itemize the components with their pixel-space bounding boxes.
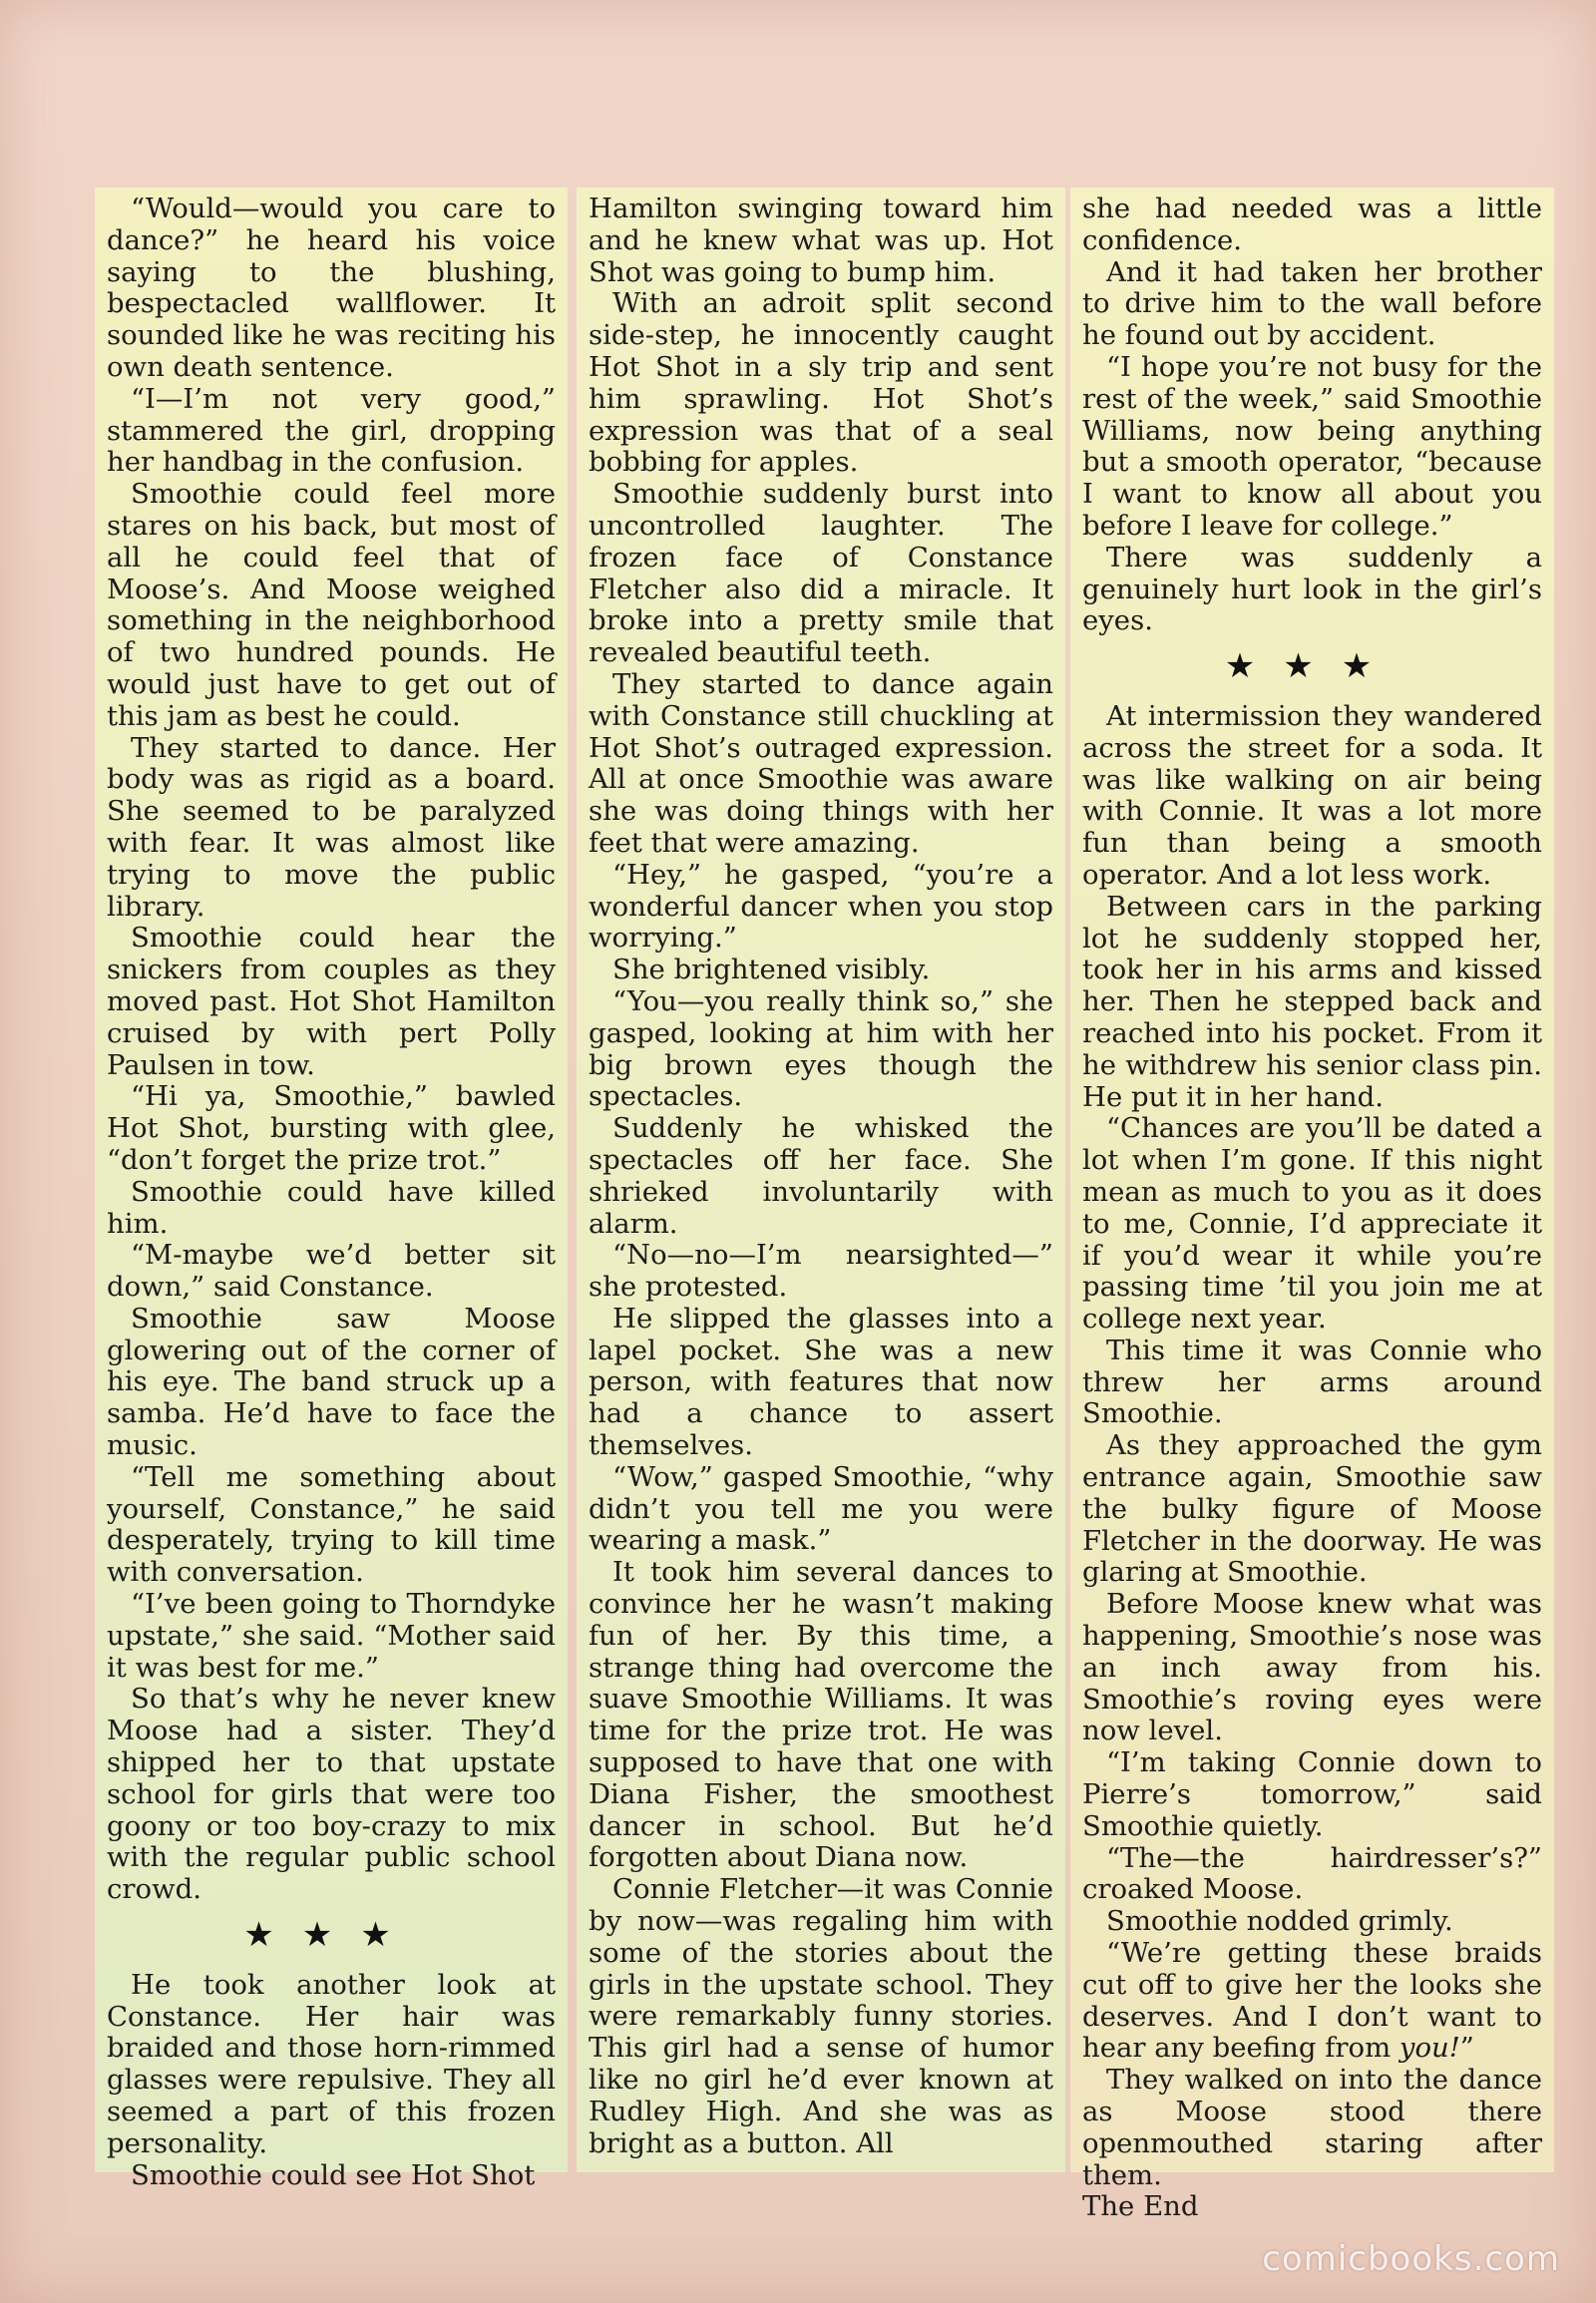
paragraph: Hamilton swinging toward him and he knew what was up. Hot Shot was going to bump him. xyxy=(589,192,1053,288)
story-column-2 xyxy=(577,188,1065,2172)
section-break-stars: ★★★ xyxy=(243,1915,419,1956)
paragraph: This time it was Connie who threw her arms around Smoothie. xyxy=(1082,1334,1542,1430)
paragraph: It took him several dances to convince her he wasn’t making fun of her. By this time, a strange thing had overcome the suave Smoothie Williams. It was time for the prize trot. He was supposed to have that one with Diana Fisher, the smoothest dancer in school. But he’d forgotten about Diana now. xyxy=(589,1556,1053,1874)
paragraph: “You—you really think so,” she gasped, looking at him with her big brown eyes though the spectacles. xyxy=(589,984,1053,1113)
paragraph: Smoothie saw Moose glowering out of the corner of his eye. The band struck up a samba. He’d have to face the music. xyxy=(107,1302,556,1462)
paragraph: “Would—would you care to dance?” he heard his voice saying to the blushing, bespectacled wallflower. It sounded like he was reciting his own death sentence. xyxy=(107,192,556,383)
paragraph: “I’ve been going to Thorndyke upstate,” she said. “Mother said it was best for me.” xyxy=(107,1588,556,1684)
paragraph: And it had taken her brother to drive him to the wall before he found out by accident. xyxy=(1082,255,1542,352)
paragraph: “No—no—I’m nearsighted—” she protested. xyxy=(589,1239,1053,1304)
paragraph: “Hey,” he gasped, “you’re a wonderful dancer when you stop worrying.” xyxy=(589,858,1053,955)
paragraph: At intermission they wandered across the street for a soda. It was like walking on air being with Connie. It was a lot more fun than being a smooth operator. And a lot less work. xyxy=(1082,699,1542,891)
paragraph: Smoothie could have killed him. xyxy=(107,1175,556,1240)
paragraph: With an adroit split second side-step, he innocently caught Hot Shot in a sly trip and sent him sprawling. Hot Shot’s expression was that of a seal bobbing for apples. xyxy=(589,287,1053,479)
paragraph: “I—I’m not very good,” stammered the girl, dropping her handbag in the confusion. xyxy=(107,382,556,479)
paragraph: Before Moose knew what was happening, Smoothie’s nose was an inch away from his. Smoothie’s roving eyes were now level. xyxy=(1082,1588,1542,1747)
paragraph-text: “We’re getting these braids cut off to give her the looks she deserves. And I don’t want to hear any beefing from xyxy=(1082,1937,1542,2065)
paragraph xyxy=(1082,1938,1542,2065)
paragraph: There was suddenly a genuinely hurt look in the girl’s eyes. xyxy=(1082,541,1542,637)
paragraph: Smoothie suddenly burst into uncontrolled laughter. The frozen face of Constance Fletcher also did a miracle. It broke into a pretty smile that revealed beautiful teeth. xyxy=(589,478,1053,669)
paragraph: “Chances are you’ll be dated a lot when I’m gone. If this night mean as much to you as it does to me, Connie, I’d appreciate it if you’d wear it while you’re passing time ’til you join me at college next year. xyxy=(1082,1112,1542,1336)
paragraph: As they approached the gym entrance again, Smoothie saw the bulky figure of Moose Fletcher in the doorway. He was glaring at Smoothie. xyxy=(1082,1429,1542,1589)
paragraph: Between cars in the parking lot he suddenly stopped her, took her in his arms and kissed her. Then he stepped back and reached into his pocket. From it he withdrew his senior class pin. He put it in her hand. xyxy=(1082,890,1542,1113)
paragraph: Smoothie nodded grimly. xyxy=(1106,1905,1453,1938)
paragraph: Smoothie could see Hot Shot xyxy=(131,2158,536,2191)
story-column-1 xyxy=(95,188,568,2191)
paragraph: They started to dance. Her body was as rigid as a board. She seemed to be paralyzed with fear. It was almost like trying to move the public library. xyxy=(107,731,556,923)
paragraph: “Hi ya, Smoothie,” bawled Hot Shot, bursting with glee, “don’t forget the prize trot.” xyxy=(107,1080,556,1176)
story-column-3 xyxy=(1070,188,1554,2223)
paragraph: “Wow,” gasped Smoothie, “why didn’t you tell me you were wearing a mask.” xyxy=(589,1460,1053,1557)
paragraph: “I’m taking Connie down to Pierre’s tomorrow,” said Smoothie quietly. xyxy=(1082,1746,1542,1842)
paragraph: “M-maybe we’d better sit down,” said Constance. xyxy=(107,1239,556,1304)
paragraph: she had needed was a little confidence. xyxy=(1082,192,1542,256)
paragraph: “I hope you’re not busy for the rest of the week,” said Smoothie Williams, now being anything but a smooth operator, “because I want to know all about you before I leave for college.” xyxy=(1082,350,1542,542)
emphasis-text: you! xyxy=(1398,2032,1460,2065)
paragraph: Suddenly he whisked the spectacles off her face. She shrieked involuntarily with alarm. xyxy=(589,1112,1053,1240)
paragraph: Connie Fletcher—it was Connie by now—was regaling him with some of the stories about the girls in the upstate school. They were remarkably funny stories. This girl had a sense of humor like no girl he’d ever known at Rudley High. And she was as bright as a button. All xyxy=(589,1873,1053,2159)
section-break-stars: ★★★ xyxy=(1224,646,1400,687)
paragraph: He slipped the glasses into a lapel pocket. She was a new person, with features that now had a chance to assert themselves. xyxy=(589,1302,1053,1462)
paragraph: “The—the hairdresser’s?” croaked Moose. xyxy=(1082,1841,1542,1906)
paragraph: Smoothie could feel more stares on his back, but most of all he could feel that of Moose’s. And Moose weighed something in the neighborhood of two hundred pounds. He would just have to get out of this jam as best he could. xyxy=(107,478,556,732)
paragraph: Smoothie could hear the snickers from couples as they moved past. Hot Shot Hamilton cruised by with pert Polly Paulsen in tow. xyxy=(107,922,556,1081)
site-watermark: comicbooks.com xyxy=(1262,2239,1560,2279)
the-end-label: The End xyxy=(1082,2190,1199,2223)
paragraph: They started to dance again with Constance still chuckling at Hot Shot’s outraged expression. All at once Smoothie was aware she was doing things with her feet that were amazing. xyxy=(589,667,1053,859)
paragraph: They walked on into the dance as Moose stood there openmouthed staring after them. xyxy=(1082,2064,1542,2191)
paragraph: “Tell me something about yourself, Constance,” he said desperately, trying to kill time with conversation. xyxy=(107,1460,556,1589)
paragraph: So that’s why he never knew Moose had a sister. They’d shipped her to that upstate school for girls that were too goony or too boy-crazy to mix with the regular public school crowd. xyxy=(107,1683,556,1906)
paragraph: He took another look at Constance. Her hair was braided and those horn-rimmed glasses were repulsive. They all seemed a part of this frozen personality. xyxy=(107,1968,556,2159)
paragraph: She brightened visibly. xyxy=(612,954,931,986)
paragraph-text: ” xyxy=(1459,2032,1474,2065)
